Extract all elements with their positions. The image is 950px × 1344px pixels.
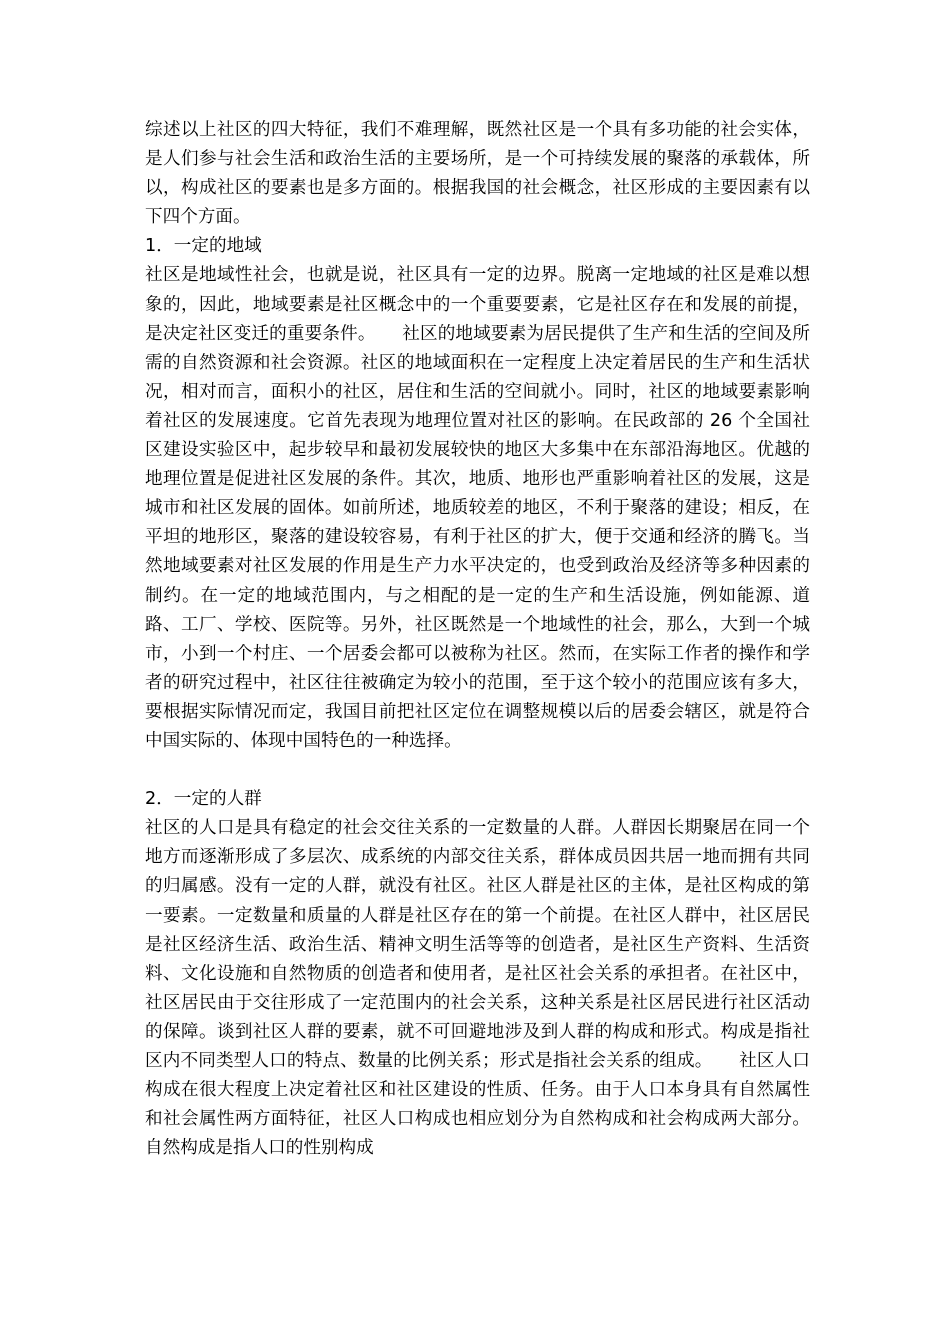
section-2-paragraph: 社区的人口是具有稳定的社会交往关系的一定数量的人群。人群因长期聚居在同一个地方而逐渐形成了多层次、成系统的内部交往关系，群体成员因共居一地而拥有共同的归属感。没有一定的人群，就没有社区。社区人群是社区的主体，是社区构成的第一要素。一定数量和质量的人群是社区存在的第一个前提。在社区人群中，社区居民是社区经济生活、政治生活、精神文明生活等等的创造者，是社区生产资料、生活资料、文化设施和自然物质的创造者和使用者，是社区社会关系的承担者。在社区中，社区居民由于交往形成了一定范围内的社会关系，这种关系是社区居民进行社区活动的保障。谈到社区人群的要素，就不可回避地涉及到人群的构成和形式。构成是指社区内不同类型人口的特点、数量的比例关系；形式是指社会关系的组成。 社区人口构成在很大程度上决定着社区和社区建设的性质、任务。由于人口本身具有自然属性和社会属性两方面特征，社区人口构成也相应划分为自然构成和社会构成两大部分。自然构成是指人口的性别构成 (145, 818, 810, 1159)
paragraph-spacer (145, 756, 810, 785)
section-1-paragraph: 社区是地域性社会，也就是说，社区具有一定的边界。脱离一定地域的社区是难以想象的，因此，地域要素是社区概念中的一个重要要素，它是社区存在和发展的前提，是决定社区变迁的重要条件。 社区的地域要素为居民提供了生产和生活的空间及所需的自然资源和社会资源。社区的地域面积在一定程度上决定着居民的生产和生活状况，相对而言，面积小的社区，居住和生活的空间就小。同时，社区的地域要素影响着社区的发展速度。它首先表现为地理位置对社区的影响。在民政部的 26 个全国社区建设实验区中，起步较早和最初发展较快的地区大多集中在东部沿海地区。优越的地理位置是促进社区发展的条件。其次，地质、地形也严重影响着社区的发展，这是城市和社区发展的固体。如前所述，地质较差的地区，不利于聚落的建设；相反，在平坦的地形区，聚落的建设较容易，有利于社区的扩大，便于交通和经济的腾飞。当然地域要素对社区发展的作用是生产力水平决定的，也受到政治及经济等多种因素的制约。在一定的地域范围内，与之相配的是一定的生产和生活设施，例如能源、道路、工厂、学校、医院等。另外，社区既然是一个地域性的社会，那么，大到一个城市，小到一个村庄、一个居委会都可以被称为社区。然而，在实际工作者的操作和学者的研究过程中，社区往往被确定为较小的范围，至于这个较小的范围应该有多大，要根据实际情况而定，我国目前把社区定位在调整规模以后的居委会辖区，就是符合中国实际的、体现中国特色的一种选择。 (145, 265, 810, 751)
document-body (145, 116, 810, 1163)
intro-paragraph: 综述以上社区的四大特征，我们不难理解，既然社区是一个具有多功能的社会实体，是人们参与社会生活和政治生活的主要场所，是一个可持续发展的聚落的承载体，所以，构成社区的要素也是多方面的。根据我国的社会概念，社区形成的主要因素有以下四个方面。 (145, 120, 810, 228)
section-2-heading: 2．一定的人群 (145, 789, 262, 810)
section-1-heading: 1．一定的地域 (145, 236, 262, 257)
